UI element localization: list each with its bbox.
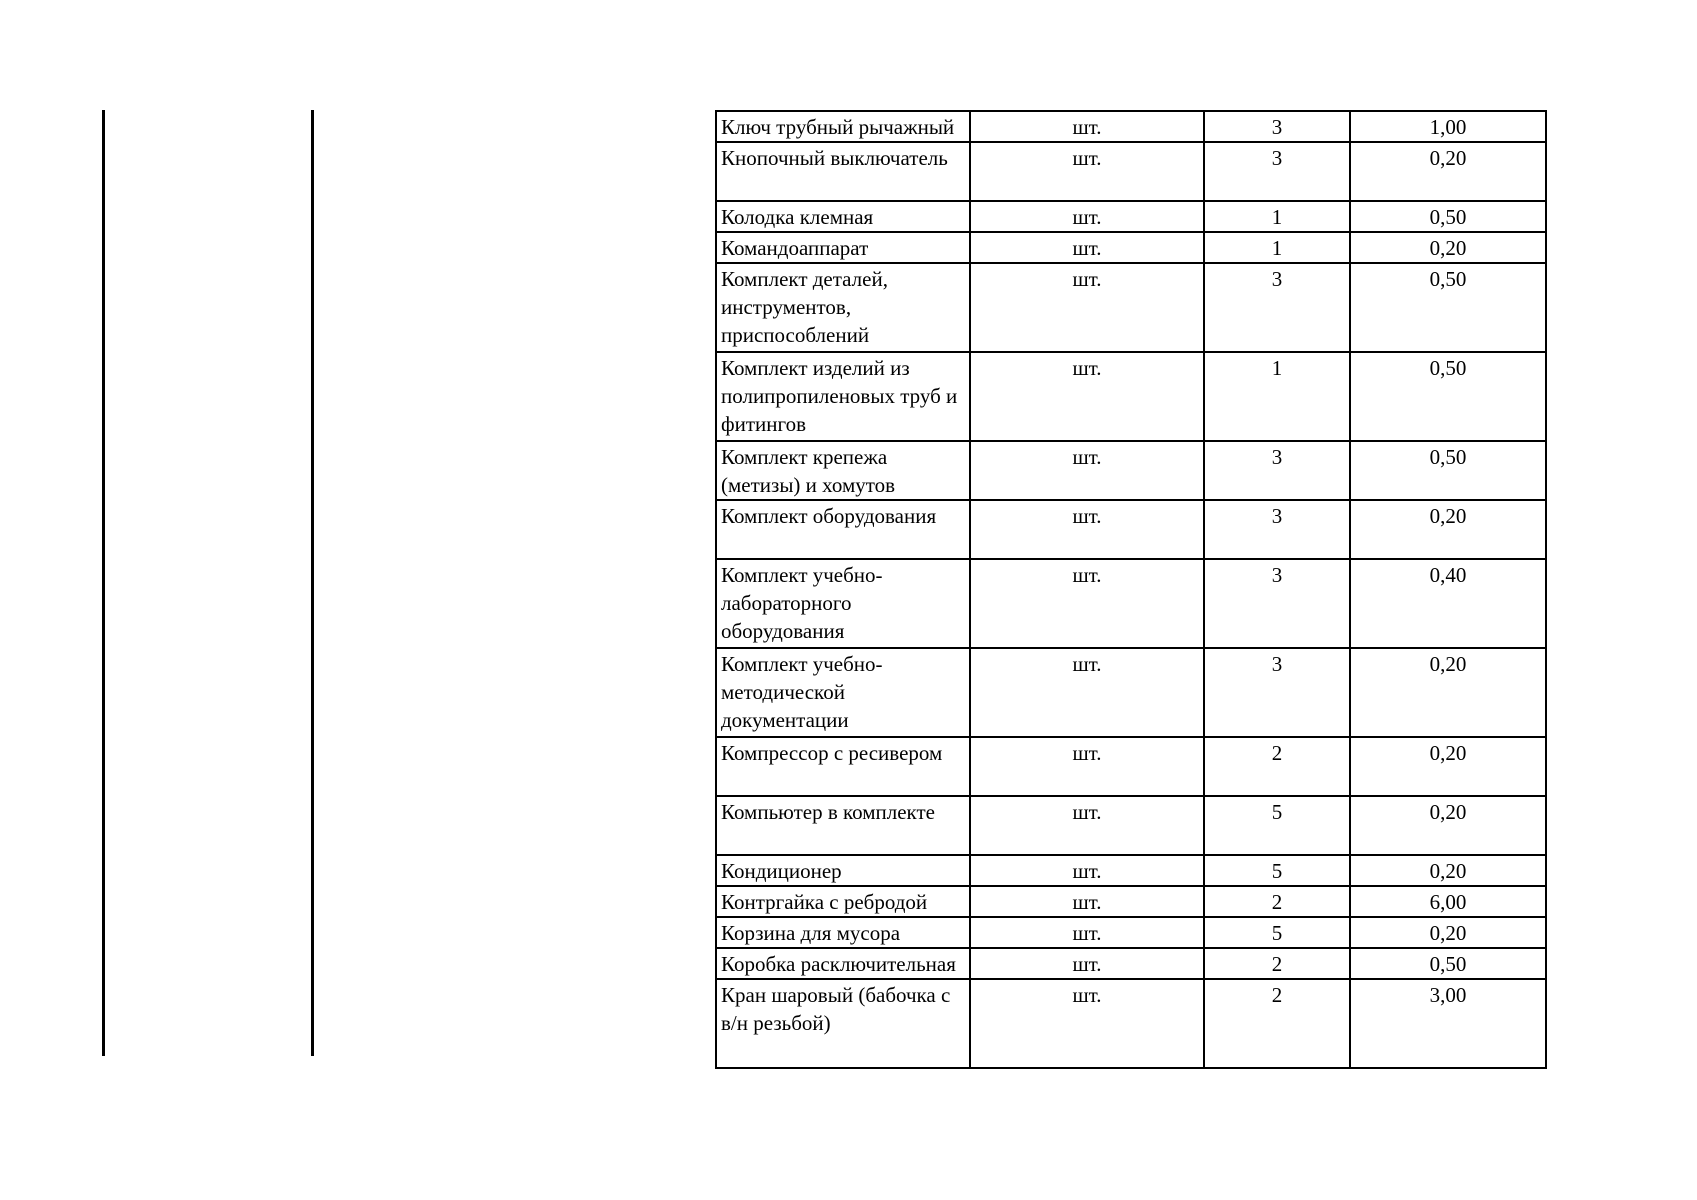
item-unit: шт. <box>970 500 1204 559</box>
item-quantity: 5 <box>1204 855 1350 886</box>
item-value: 0,20 <box>1350 142 1546 201</box>
table-row <box>716 648 1546 737</box>
item-value: 0,20 <box>1350 917 1546 948</box>
table-row <box>716 142 1546 201</box>
item-quantity: 2 <box>1204 948 1350 979</box>
item-name: Компрессор с ресивером <box>716 737 970 796</box>
item-quantity: 3 <box>1204 263 1350 352</box>
item-name: Компьютер в комплекте <box>716 796 970 855</box>
table-row <box>716 737 1546 796</box>
table-row <box>716 500 1546 559</box>
table-row <box>716 948 1546 979</box>
item-unit: шт. <box>970 917 1204 948</box>
item-quantity: 1 <box>1204 232 1350 263</box>
second-column-border <box>311 110 314 1056</box>
table-row <box>716 796 1546 855</box>
table-row <box>716 855 1546 886</box>
item-value: 0,20 <box>1350 796 1546 855</box>
table-row <box>716 201 1546 232</box>
item-name: Корзина для мусора <box>716 917 970 948</box>
item-unit: шт. <box>970 979 1204 1068</box>
item-unit: шт. <box>970 111 1204 142</box>
item-quantity: 2 <box>1204 979 1350 1068</box>
item-unit: шт. <box>970 201 1204 232</box>
item-value: 0,20 <box>1350 855 1546 886</box>
item-unit: шт. <box>970 886 1204 917</box>
item-name: Контргайка с ребродой <box>716 886 970 917</box>
table-row <box>716 111 1546 142</box>
item-name: Комплект изделий из полипропиленовых труб и фитингов <box>716 352 970 441</box>
table-row <box>716 352 1546 441</box>
item-unit: шт. <box>970 948 1204 979</box>
item-quantity: 3 <box>1204 111 1350 142</box>
item-value: 0,20 <box>1350 232 1546 263</box>
item-value: 0,50 <box>1350 352 1546 441</box>
item-unit: шт. <box>970 441 1204 500</box>
item-name: Комплект учебно-методической документации <box>716 648 970 737</box>
table-row <box>716 263 1546 352</box>
item-value: 0,50 <box>1350 948 1546 979</box>
item-quantity: 2 <box>1204 737 1350 796</box>
item-name: Кондиционер <box>716 855 970 886</box>
left-column-border <box>102 110 105 1056</box>
item-name: Комплект учебно-лабораторного оборудования <box>716 559 970 648</box>
item-unit: шт. <box>970 352 1204 441</box>
item-name: Кран шаровый (бабочка с в/н резьбой) <box>716 979 970 1068</box>
item-value: 0,20 <box>1350 648 1546 737</box>
table-row <box>716 232 1546 263</box>
item-value: 3,00 <box>1350 979 1546 1068</box>
item-quantity: 3 <box>1204 142 1350 201</box>
item-value: 0,20 <box>1350 737 1546 796</box>
item-name: Ключ трубный рычажный <box>716 111 970 142</box>
item-value: 0,40 <box>1350 559 1546 648</box>
item-quantity: 3 <box>1204 441 1350 500</box>
item-name: Колодка клемная <box>716 201 970 232</box>
item-unit: шт. <box>970 648 1204 737</box>
item-value: 0,50 <box>1350 263 1546 352</box>
item-value: 0,20 <box>1350 500 1546 559</box>
table-row <box>716 886 1546 917</box>
item-name: Комплект деталей, инструментов, приспособлений <box>716 263 970 352</box>
item-quantity: 1 <box>1204 201 1350 232</box>
item-value: 0,50 <box>1350 201 1546 232</box>
item-unit: шт. <box>970 737 1204 796</box>
table-row <box>716 917 1546 948</box>
item-unit: шт. <box>970 559 1204 648</box>
item-name: Кнопочный выключатель <box>716 142 970 201</box>
item-value: 1,00 <box>1350 111 1546 142</box>
item-quantity: 5 <box>1204 917 1350 948</box>
item-unit: шт. <box>970 855 1204 886</box>
item-quantity: 3 <box>1204 559 1350 648</box>
equipment-table <box>715 110 1547 1069</box>
item-value: 6,00 <box>1350 886 1546 917</box>
item-name: Комплект крепежа (метизы) и хомутов <box>716 441 970 500</box>
table-row <box>716 979 1546 1068</box>
item-unit: шт. <box>970 142 1204 201</box>
table-row <box>716 441 1546 500</box>
item-name: Коробка расключительная <box>716 948 970 979</box>
item-unit: шт. <box>970 232 1204 263</box>
item-quantity: 1 <box>1204 352 1350 441</box>
item-unit: шт. <box>970 796 1204 855</box>
item-name: Командоаппарат <box>716 232 970 263</box>
item-quantity: 3 <box>1204 648 1350 737</box>
item-quantity: 5 <box>1204 796 1350 855</box>
table-row <box>716 559 1546 648</box>
item-value: 0,50 <box>1350 441 1546 500</box>
item-quantity: 3 <box>1204 500 1350 559</box>
item-quantity: 2 <box>1204 886 1350 917</box>
item-unit: шт. <box>970 263 1204 352</box>
item-name: Комплект оборудования <box>716 500 970 559</box>
